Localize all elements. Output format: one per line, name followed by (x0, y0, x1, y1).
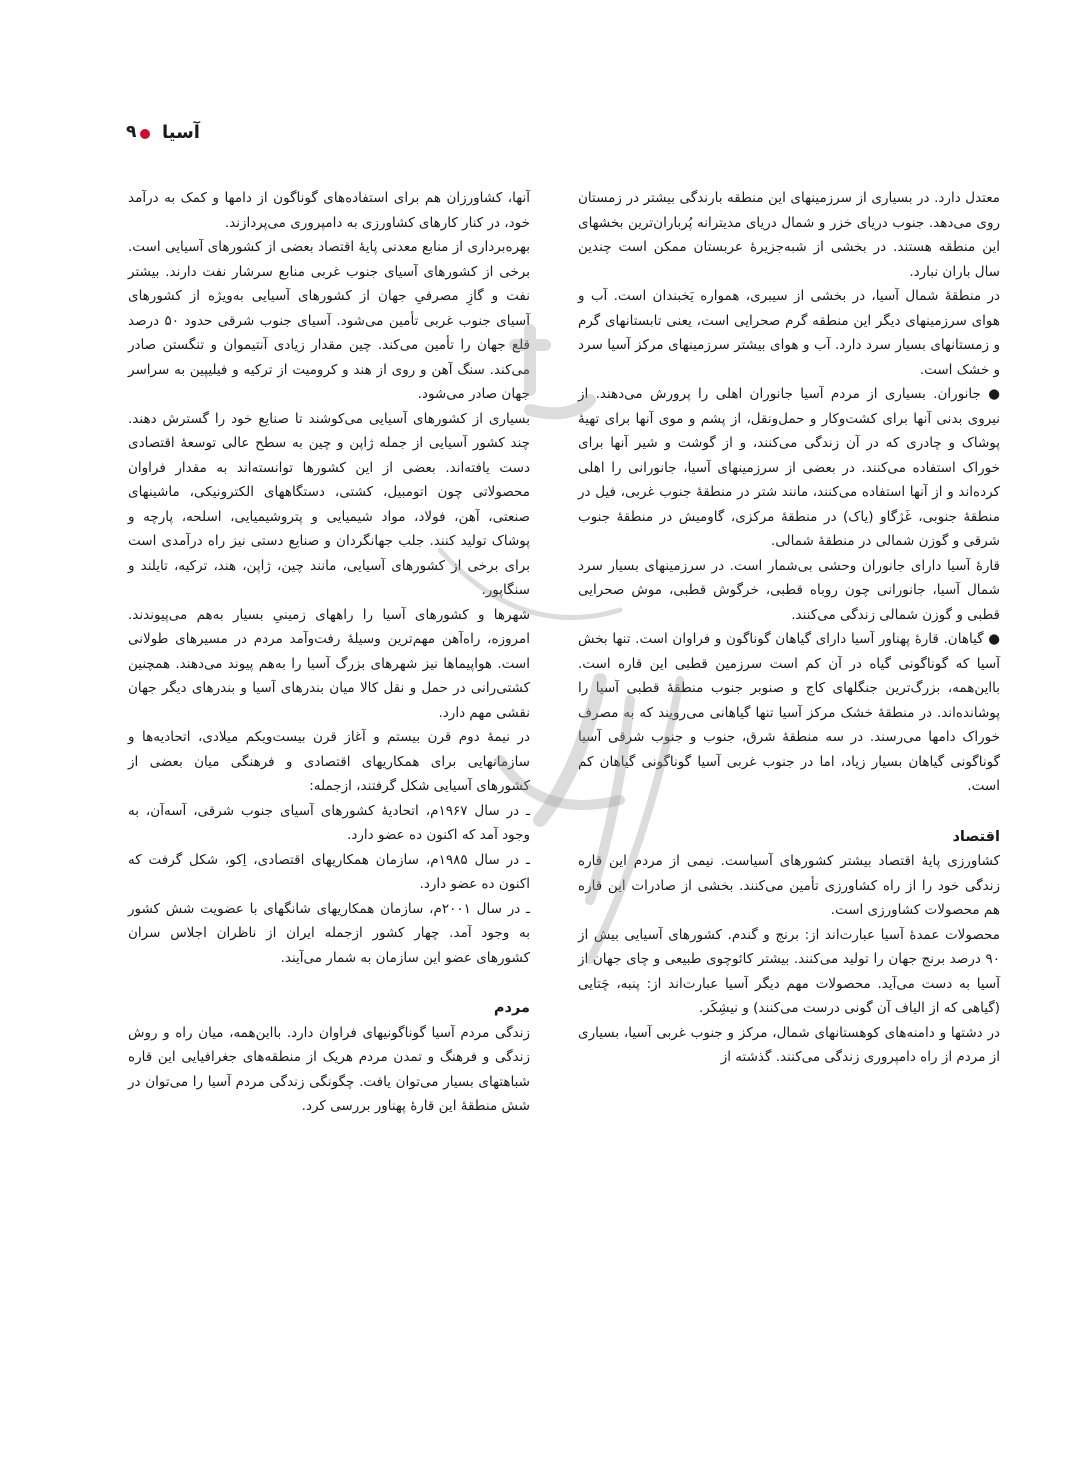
list-item: ـ در سال ۱۹۸۵م، سازمان همکاریهای اقتصادی، اِکو، شکل گرفت که اکنون ده عضو دارد. (128, 851, 530, 892)
list-item: ـ در سال ۲۰۰۱م، سازمان همکاریهای شانگهای با عضویت شش کشور به وجود آمد. چهار کشور ازجمله ایران از ناظران اجلاس سران کشورهای عضو این سازمان به شمار می‌آیند. (128, 900, 531, 966)
paragraph: بهره‌برداری از منابع معدنی پایهٔ اقتصاد بعضی از کشورهای آسیایی است. برخی از کشورهای آسیای جنوب غربی منابع سرشار نفت دارند. بیشتر نفت و گازِ مصرفیِ جهان از کشورهای آسیایی به‌ویژه از کشورهای آسیای جنوب غربی تأمین می‌شود. آسیای جنوب شرقی حدود ۵۰ درصد قلع جهان را تأمین می‌کند. چین مقدار زیادی آنتیموان و تنگستن صادر می‌کند. سنگ آهن و روی از هند و کرومیت از ترکیه و فیلیپین به سراسر جهان صادر می‌شود. (128, 239, 530, 402)
paragraph-animals: ● جانوران. بسیاری از مردم آسیا جانوران اهلی را پرورش می‌دهند. از نیروی بدنی آنها برای کشت‌وکار و حمل‌ونقل، از پشم و موی آنها برای تهیهٔ پوشاک و چادری که در آن زندگی می‌کنند، و از گوشت و شیر آنها برای خوراک استفاده می‌کنند. در بعضی از سرزمینهای آسیا، جانورانی را اهلی کرده‌اند و از آنها استفاده می‌کنند، مانند شتر در منطقهٔ جنوب غربی، فیل در منطقهٔ جنوبی، غَژگاو (یاک) در منطقهٔ مرکزی، گاومیش در منطقهٔ جنوب شرقی و گوزن شمالی در منطقهٔ شمالی. (578, 386, 1000, 549)
paragraph: در دشتها و دامنه‌های کوهستانهای شمال، مرکز و جنوب غربی آسیا، بسیاری از مردم از راه دامپروری زندگی می‌کنند. گذشته از (578, 1024, 1000, 1065)
paragraph: کشاورزی پایهٔ اقتصاد بیشتر کشورهای آسیاست. نیمی از مردم این قاره زندگی خود را از راه کشاورزی تأمین می‌کنند. بخشی از صادرات این قاره هم محصولات کشاورزی است. (578, 853, 1000, 918)
paragraph: در منطقهٔ شمال آسیا، در بخشی از سیبری، همواره یَخبندان است. آب و هوای سرزمینهای دیگر این منطقه گرم صحرایی است، یعنی تابستانهای گرم و زمستانهای بسیار سرد دارد. آب و هوای بیشتر سرزمینهای مرکز آسیا سرد و خشک است. (578, 288, 1000, 378)
bullet-dot-icon (140, 129, 150, 139)
paragraph: شهرها و کشورهای آسیا را راههای زمینیِ بسیار به‌هم می‌پیوندند. امروزه، راه‌آهن مهم‌ترین وسیلهٔ رفت‌وآمد مردم در مسیرهای طولانی است. هواپیماها نیز شهرهای بزرگ آسیا را به‌هم پیوند می‌دهند. همچنین کشتی‌رانی در حمل و نقل کالا میان بندرهای آسیا و بندرهای دیگر جهان نقشی مهم دارد. (128, 606, 530, 721)
page-number: ۹ (126, 122, 137, 142)
list-item: ـ در سال ۱۹۶۷م، اتحادیهٔ کشورهای آسیای جنوب شرقی، آسه‌آن، به وجود آمد که اکنون ده عضو دارد. (128, 802, 531, 843)
paragraph-plants: ● گیاهان. قارهٔ پهناور آسیا دارای گیاهان گوناگون و فراوان است. تنها بخش آسیا که گوناگونی گیاه در آن کم است سرزمین قطبی این قاره است. بااین‌همه، بزرگ‌ترین جنگلهای کاج و صنوبر جنوب منطقهٔ قطبی آسیا را پوشانده‌اند. در منطقهٔ خشک مرکز آسیا تنها گیاهانی می‌رویند که به مصرف خوراک دامها می‌رسند. در سه منطقهٔ شرق، جنوب و جنوب شرقی آسیا گوناگونی گیاهان بسیار زیاد، اما در جنوب غربی آسیا گوناگونی گیاهان کم است. (578, 631, 1000, 794)
paragraph: معتدل دارد. در بسیاری از سرزمینهای این منطقه بارندگی بیشتر در زمستان روی می‌دهد. جنوب دریای خزر و شمال دریای مدیترانه پُرباران‌ترین بخشهای این منطقه هستند. در بخشی از شبه‌جزیرهٔ عربستان ممکن است چندین سال باران نبارد. (578, 190, 1000, 280)
paragraph: زندگی مردم آسیا گوناگونیهای فراوان دارد. بااین‌همه، میان راه و روش زندگی و فرهنگ و تمدن مردم هریک از منطقه‌های جغرافیایی این قاره شباهتهای بسیار می‌توان یافت. چگونگی زندگی مردم آسیا را می‌توان در شش منطقهٔ این قارهٔ پهناور بررسی کرد. (128, 1024, 530, 1114)
page-header (0, 122, 1080, 152)
section-title-economy: اقتصاد (952, 828, 1000, 845)
paragraph: قارهٔ آسیا دارای جانوران وحشی بی‌شمار است. در سرزمینهای بسیار سرد شمال آسیا، جانورانی چون روباه قطبی، خرگوش قطبی، موش صحرایی قطبی و گوزن شمالی زندگی می‌کنند. (578, 557, 1000, 623)
paragraph: آنها، کشاورزان هم برای استفاده‌های گوناگون از دامها و کمک به درآمد خود، در کنار کارهای کشاورزی به دامپروری می‌پردازند. (128, 190, 530, 231)
paragraph: در نیمهٔ دوم قرن بیستم و آغاز قرن بیست‌ویکم میلادی، اتحادیه‌ها و سازمانهایی برای همکاریهای اقتصادی و فرهنگی میان بعضی از کشورهای آسیایی شکل گرفتند، ازجمله: (128, 729, 530, 794)
right-column (578, 186, 1000, 1070)
paragraph: بسیاری از کشورهای آسیایی می‌کوشند تا صنایع خود را گسترش دهند. چند کشور آسیایی از جمله ژاپن و چین به سطح عالی توسعهٔ اقتصادی دست یافته‌اند. بعضی از این کشورها توانسته‌اند به مقدار فراوان محصولاتی چون اتومبیل، کشتی، دستگاههای الکترونیکی، ماشینهای صنعتی، آهن، فولاد، مواد شیمیایی و پتروشیمیایی، اسلحه، پارچه و پوشاک تولید کنند. جلب جهانگردان و صنایع دستی نیز راه درآمدی است برای برخی از کشورهای آسیایی، مانند چین، ژاپن، هند، ترکیه، تایلند و سنگاپور. (128, 410, 530, 598)
chapter-title: آسیا (162, 122, 200, 143)
section-title-people: مردم (493, 1000, 530, 1016)
paragraph: محصولات عمدهٔ آسیا عبارت‌اند از: برنج و گندم. کشورهای آسیایی بیش از ۹۰ درصد برنج جهان را تولید می‌کنند. بیشتر کائوچوی طبیعی و چای جهان از آسیا به دست می‌آید. محصولات مهم دیگر آسیا عبارت‌اند از: پنبه، چَتایی (گیاهی که از الیاف آن گونی درست می‌کنند) و نیشِکَر. (578, 926, 1000, 1016)
left-column (128, 186, 530, 1119)
